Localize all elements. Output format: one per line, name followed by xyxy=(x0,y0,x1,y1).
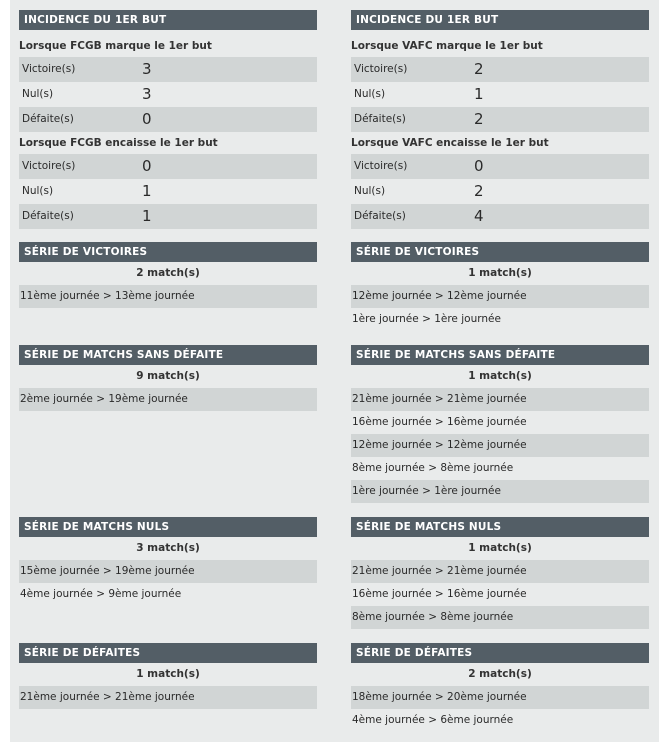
stat-label: Nul(s) xyxy=(22,185,54,197)
stat-value: 4 xyxy=(474,207,484,225)
section-header: SÉRIE DE DÉFAITES xyxy=(19,643,317,663)
streak-count: 9 match(s) xyxy=(136,370,200,382)
stat-value: 0 xyxy=(142,157,152,175)
streak-range: 12ème journée > 12ème journée xyxy=(351,434,649,457)
stat-row xyxy=(351,154,649,179)
subsection-title: Lorsque VAFC marque le 1er but xyxy=(351,40,543,52)
streak-count: 1 match(s) xyxy=(468,267,532,279)
stat-label: Victoire(s) xyxy=(354,160,408,172)
streak-range: 2ème journée > 19ème journée xyxy=(19,388,317,411)
streak-count: 2 match(s) xyxy=(136,267,200,279)
section-header: SÉRIE DE MATCHS NULS xyxy=(351,517,649,537)
stat-label: Défaite(s) xyxy=(22,210,74,222)
streak-range: 18ème journée > 20ème journée xyxy=(351,686,649,709)
streak-range: 1ère journée > 1ère journée xyxy=(351,480,649,503)
streak-range: 16ème journée > 16ème journée xyxy=(352,588,527,600)
section-header: SÉRIE DE MATCHS SANS DÉFAITE xyxy=(19,345,317,365)
stats-panel xyxy=(10,0,659,742)
home-losses-section xyxy=(19,643,317,709)
section-header: SÉRIE DE DÉFAITES xyxy=(351,643,649,663)
stat-row xyxy=(351,107,649,132)
streak-range: 11ème journée > 13ème journée xyxy=(19,285,317,308)
stat-row xyxy=(19,82,317,107)
stat-row xyxy=(19,154,317,179)
away-incidence-section xyxy=(351,10,649,229)
away-unbeaten-section xyxy=(351,345,649,503)
streak-range: 21ème journée > 21ème journée xyxy=(351,388,649,411)
streak-range: 1ère journée > 1ère journée xyxy=(352,313,501,325)
stat-value: 1 xyxy=(142,182,152,200)
section-header: SÉRIE DE VICTOIRES xyxy=(19,242,317,262)
subsection-title: Lorsque FCGB encaisse le 1er but xyxy=(19,137,218,149)
streak-range: 8ème journée > 8ème journée xyxy=(351,606,649,629)
home-incidence-section xyxy=(19,10,317,229)
home-draws-section xyxy=(19,517,317,606)
stat-value: 2 xyxy=(474,110,484,128)
stat-label: Victoire(s) xyxy=(354,63,408,75)
stat-row xyxy=(351,179,649,204)
stat-row xyxy=(19,179,317,204)
away-losses-section xyxy=(351,643,649,732)
stat-label: Victoire(s) xyxy=(22,63,76,75)
stat-row xyxy=(19,204,317,229)
stat-value: 3 xyxy=(142,60,152,78)
stat-value: 0 xyxy=(142,110,152,128)
stat-value: 2 xyxy=(474,182,484,200)
streak-range: 4ème journée > 6ème journée xyxy=(352,714,514,726)
stat-label: Défaite(s) xyxy=(354,210,406,222)
stat-value: 1 xyxy=(142,207,152,225)
stat-row xyxy=(351,82,649,107)
section-header: SÉRIE DE MATCHS NULS xyxy=(19,517,317,537)
streak-range: 16ème journée > 16ème journée xyxy=(352,416,527,428)
stat-label: Défaite(s) xyxy=(22,113,74,125)
streak-range: 21ème journée > 21ème journée xyxy=(351,560,649,583)
stat-value: 2 xyxy=(474,60,484,78)
stat-label: Nul(s) xyxy=(354,185,386,197)
streak-count: 1 match(s) xyxy=(468,542,532,554)
streak-count: 2 match(s) xyxy=(468,668,532,680)
away-wins-section xyxy=(351,242,649,331)
section-header: SÉRIE DE MATCHS SANS DÉFAITE xyxy=(351,345,649,365)
stat-row xyxy=(19,57,317,82)
stat-row xyxy=(19,107,317,132)
streak-count: 1 match(s) xyxy=(136,668,200,680)
streak-count: 3 match(s) xyxy=(136,542,200,554)
section-header: INCIDENCE DU 1ER BUT xyxy=(351,10,649,30)
home-wins-section xyxy=(19,242,317,308)
stat-label: Nul(s) xyxy=(22,88,54,100)
stat-value: 0 xyxy=(474,157,484,175)
stat-label: Victoire(s) xyxy=(22,160,76,172)
streak-range: 12ème journée > 12ème journée xyxy=(351,285,649,308)
streak-range: 8ème journée > 8ème journée xyxy=(352,462,514,474)
streak-range: 15ème journée > 19ème journée xyxy=(19,560,317,583)
stat-value: 3 xyxy=(142,85,152,103)
stat-value: 1 xyxy=(474,85,484,103)
away-draws-section xyxy=(351,517,649,629)
subsection-title: Lorsque VAFC encaisse le 1er but xyxy=(351,137,549,149)
streak-range: 4ème journée > 9ème journée xyxy=(20,588,182,600)
section-header: INCIDENCE DU 1ER BUT xyxy=(19,10,317,30)
streak-count: 1 match(s) xyxy=(468,370,532,382)
section-header: SÉRIE DE VICTOIRES xyxy=(351,242,649,262)
streak-range: 21ème journée > 21ème journée xyxy=(19,686,317,709)
home-unbeaten-section xyxy=(19,345,317,411)
stat-row xyxy=(351,204,649,229)
subsection-title: Lorsque FCGB marque le 1er but xyxy=(19,40,212,52)
stat-label: Nul(s) xyxy=(354,88,386,100)
stat-row xyxy=(351,57,649,82)
stat-label: Défaite(s) xyxy=(354,113,406,125)
